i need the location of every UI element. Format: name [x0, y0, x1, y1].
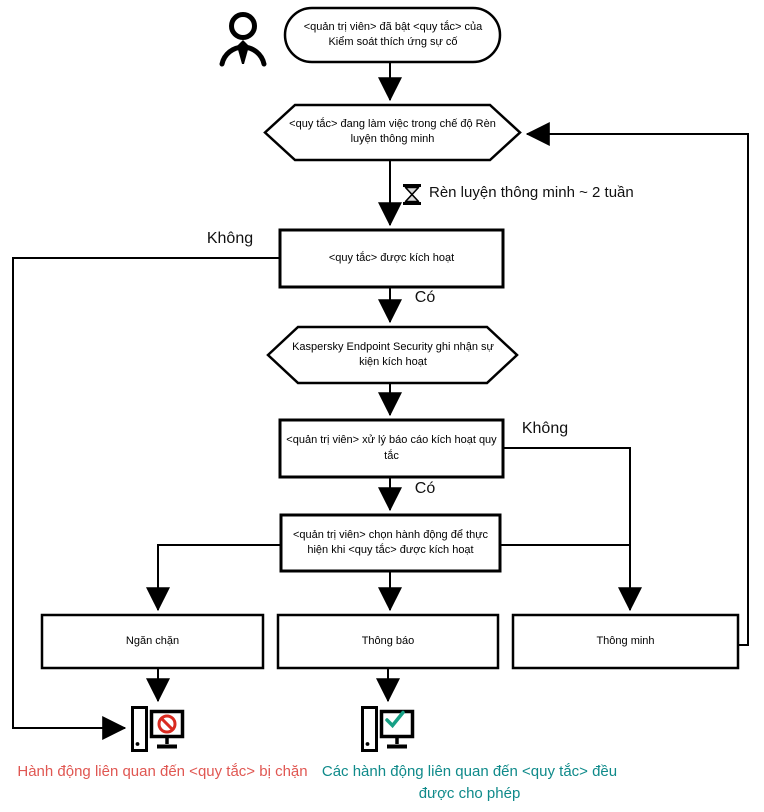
node-action-block: Ngăn chặn	[125, 634, 180, 647]
prohibition-icon	[159, 716, 175, 732]
node-rule-triggered: <quy tắc> được kích hoạt	[328, 251, 455, 264]
hourglass-icon	[403, 186, 421, 204]
person-icon	[222, 15, 264, 65]
node-admin-reviews-report: <quản trị viên> xử lý báo cáo kích hoạt quy tắc	[286, 434, 497, 462]
edge-label-yes-top: Có	[414, 289, 436, 306]
timer-note: Rèn luyện thông minh ~ 2 tuần	[429, 184, 634, 201]
node-admin-chooses-action: <quản trị viên> chọn hành động để thực hiện khi <quy tắc> được kích hoạt	[292, 528, 489, 556]
edge-smart-loop-back	[527, 134, 748, 645]
computer-allowed-icon	[363, 708, 413, 751]
node-action-smart: Thông minh	[596, 634, 655, 647]
edge-label-no-right: Không	[521, 420, 569, 437]
edge-label-no-left: Không	[206, 230, 254, 247]
edge-choose-to-block	[158, 545, 281, 610]
node-start: <quản trị viên> đã bật <quy tắc> của Kiểm soát thích ứng sự cố	[303, 20, 483, 48]
computer-blocked-icon	[133, 708, 183, 751]
edge-no-right-to-smart	[503, 448, 630, 610]
node-kes-logs-event: Kaspersky Endpoint Security ghi nhận sự kiện kích hoạt	[292, 340, 494, 368]
node-training-mode: <quy tắc> đang làm việc trong chế độ Rèn luyện thông minh	[289, 117, 496, 145]
edge-label-yes-bottom: Có	[414, 480, 436, 497]
node-action-notify: Thông báo	[361, 634, 415, 647]
caption-blocked: Hành động liên quan đến <quy tắc> bị chặn	[17, 763, 308, 780]
caption-allowed: Các hành động liên quan đến <quy tắc> đều được cho phép	[321, 763, 618, 802]
